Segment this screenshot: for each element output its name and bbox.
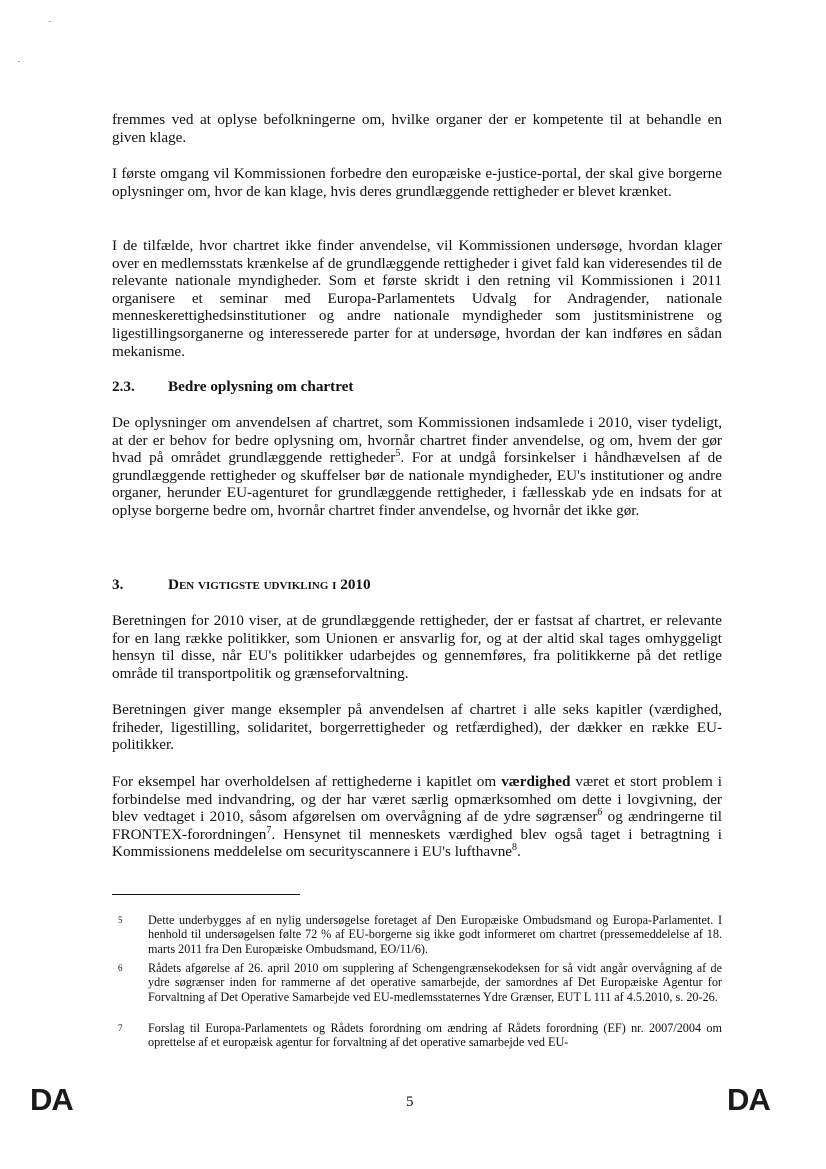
paragraph-intro: fremmes ved at oplyse befolkningerne om, hvilke organer der er kompetente til at behandle en given klage. [112,111,722,146]
footnote-number: 7 [118,1023,123,1033]
section-heading-2-3 [112,378,353,396]
paragraph-text: For eksempel har overholdelsen af rettighederne i kapitlet om [112,773,502,790]
footnote-ref: 5 [395,448,401,460]
footnote-separator [112,894,300,895]
section-title: Bedre oplysning om chartret [168,378,354,395]
footnote-ref: 8 [512,842,518,854]
paragraph-text: været et stort problem i forbindelse med indvandring, og der har været særlig opmærksomhed om dette i lovgivning, der blev vedtaget i 2010, såsom afgørelsen om overvågning af de ydre søgrænser [112,773,722,826]
footnote-text: Forslag til Europa-Parlamentets og Rådets forordning om ændring af Rådets forordning (EF) nr. 2007/2004 om oprettelse af et europæisk agentur for forvaltning af det operative samarbejde ved EU- [148,1021,722,1050]
paragraph-eksempler: Beretningen giver mange eksempler på anvendelsen af chartret i alle seks kapitler (værdighed, friheder, ligestilling, solidaritet, borgerrettigheder og retfærdighed), der dækker en række EU-politikker. [112,701,722,754]
paragraph-beretningen: Beretningen for 2010 viser, at de grundlæggende rettigheder, der er fastsat af chartret, er relevante for en lang række politikker, som Unionen er ansvarlig for, og at der altid skal tages omhyggeligt hensyn til disse, når EU's politikker udarbejdes og gennemføres, fra politikkerne på det retlige område til transportpolitik og grænseforvaltning. [112,612,722,682]
paragraph-seminar: I de tilfælde, hvor chartret ikke finder anvendelse, vil Kommissionen undersøge, hvordan klager over en medlemsstats krænkelse af de grundlæggende rettigheder i givet fald kan videresendes til de relevante nationale myndigheder. Som et første skridt i den retning vil Kommissionen i 2011 organisere et seminar med Europa-Parlamentets Udvalg for Andragender, nationale menneskerettighedsinstitutioner og andre nationale myndigheder som justitsministrene og ligestillingsorganerne og interesserede parter for at undersøge, hvordan der kan indføres en sådan mekanisme. [112,237,722,360]
paragraph-vaerdighed [112,773,722,861]
language-code-right: DA [727,1082,770,1117]
page-number: 5 [406,1094,414,1110]
paragraph-oplysning [112,414,722,520]
paragraph-text: De oplysninger om anvendelsen af chartret, som Kommissionen indsamlede i 2010, viser tydeligt, at der er behov for bedre oplysning om, hvornår chartret finder anvendelse, og om, hvem der gør hvad på området grundlæggende rettigheder [112,414,722,467]
language-code-left: DA [30,1082,73,1117]
bold-term: værdighed [501,773,571,790]
paragraph-text: . Hensynet til menneskets værdighed blev også taget i betragtning i Kommissionens meddelelse om securityscannere i EU's lufthavne [112,825,722,861]
section-title: Den vigtigste udvikling i 2010 [168,576,371,593]
paragraph-e-justice: I første omgang vil Kommissionen forbedre den europæiske e-justice-portal, der skal give borgerne oplysninger om, hvor de kan klage, hvis deres grundlæggende rettigheder er blevet krænket. [112,165,722,200]
footnote-ref: 6 [597,807,603,819]
footnote-number: 6 [118,963,123,973]
paragraph-text: . [517,843,521,861]
paragraph-text: og ændringerne til FRONTEX-forordningen [112,808,722,843]
footnote-number: 5 [118,915,123,925]
scan-speck [49,21,51,22]
footnote [112,1021,722,1050]
footnote [112,961,722,1004]
section-number: 3. [112,576,124,593]
footnote-text: Dette underbygges af en nylig undersøgelse foretaget af Den Europæiske Ombudsmand og Europa-Parlamentet. I henhold til undersøgelsen følte 72 % af EU-borgerne sig ikke godt informeret om chartret (pressemeddelelse af 18. marts 2011 fra Den Europæiske Ombudsmand, EO/11/6). [148,913,722,956]
section-number: 2.3. [112,378,135,395]
section-heading-3 [112,576,371,594]
scan-speck [18,61,20,62]
footnote-ref: 7 [266,824,272,836]
footnote-text: Rådets afgørelse af 26. april 2010 om supplering af Schengengrænsekodeksen for så vidt angår overvågning af de ydre søgrænser inden for rammerne af det operative samarbejde, der samordnes af Det Europæiske Agentur for Forvaltning af Det Operative Samarbejde ved EU-medlemsstaternes Ydre Grænser, EUT L 111 af 4.5.2010, s. 20-26. [148,961,722,1004]
footnote [112,913,722,956]
paragraph-text: . For at undgå forsinkelser i håndhævelsen af de grundlæggende rettigheder og skuffelser bør de nationale myndigheder, EU's institutioner og andre organer, herunder EU-agenturet for grundlæggende rettigheder, i fællesskab yde en indsats for at oplyse borgerne bedre om, hvornår chartret finder anvendelse, og hvornår det ikke gør. [112,449,722,519]
